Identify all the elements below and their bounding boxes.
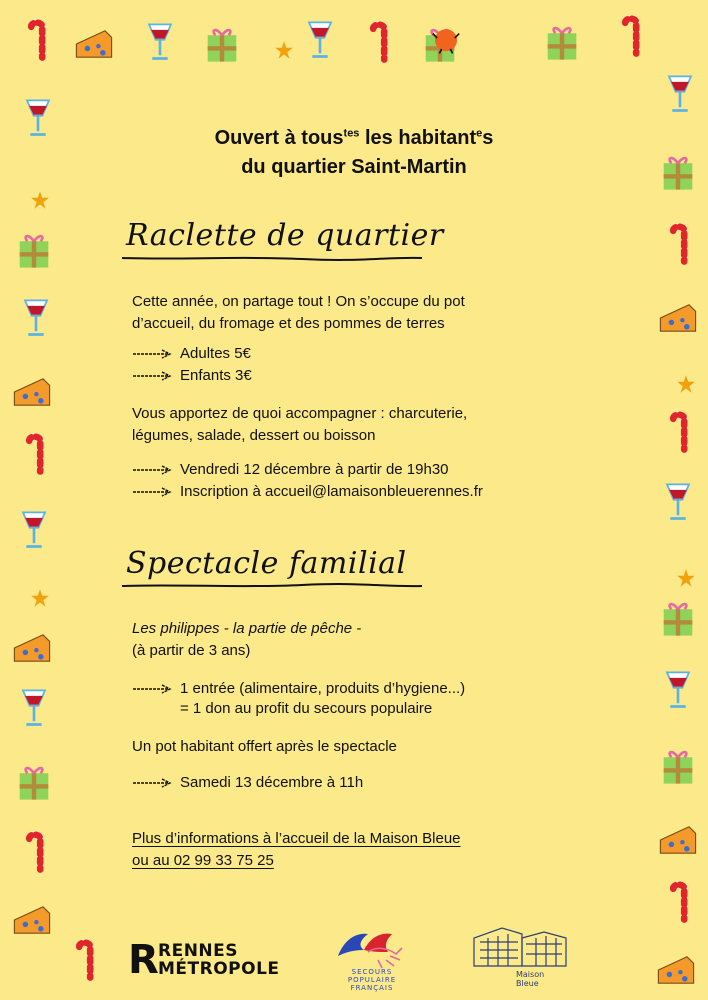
raclette-intro: Cette année, on partage tout ! On s’occupe du pot d’accueil, du fromage et des pommes de terres [132, 293, 465, 332]
cheese-icon [656, 818, 700, 862]
maison-text: Maison Bleue [516, 970, 545, 988]
wine-glass-icon [14, 296, 58, 340]
wine-glass-icon [656, 480, 700, 524]
maison-bleue-logo [470, 924, 570, 992]
cheese-icon [10, 626, 54, 670]
candy-cane-icon [18, 18, 62, 62]
gift-icon [656, 744, 700, 788]
rennes-r-mark: R [128, 937, 159, 983]
maison-building-icon [470, 924, 570, 968]
heading-line-1: Ouvert à tous$^{tes}$ les habitant$^e$s [214, 127, 494, 149]
cheese-icon [72, 22, 116, 66]
page-heading [0, 124, 708, 182]
wine-glass-icon [298, 18, 342, 62]
arrow-icon [132, 371, 172, 381]
show-pot: Un pot habitant offert après le spectacle [132, 738, 397, 755]
title-underline-icon [122, 255, 422, 261]
footer-info: Plus d’informations à l’accueil de la Maison Bleue ou au 02 99 33 75 25 [132, 830, 461, 869]
gift-icon [12, 760, 56, 804]
rennes-metropole-logo [128, 937, 298, 983]
arrow-icon [132, 349, 172, 359]
cheese-icon [656, 296, 700, 340]
gift-icon [540, 20, 584, 64]
cheese-icon [654, 948, 698, 992]
price-adults-row: Adultes 5€ [132, 343, 251, 365]
candy-cane-icon [16, 432, 60, 476]
wine-glass-icon [658, 72, 702, 116]
arrow-icon [132, 465, 172, 475]
candy-cane-icon [660, 222, 704, 266]
arrow-icon [132, 487, 172, 497]
raclette-signup-row [132, 481, 483, 503]
candy-cane-icon [660, 410, 704, 454]
show-title: Spectacle familial [126, 546, 407, 581]
raclette-bring: Vous apportez de quoi accompagner : charcuterie, légumes, salade, dessert ou boisson [132, 405, 468, 444]
show-date-row: Samedi 13 décembre à 11h [132, 772, 363, 794]
show-entry-row-2: = 1 don au profit du secours populaire [180, 700, 433, 717]
gift-icon [12, 228, 56, 272]
title-underline-icon [122, 583, 422, 589]
show-description: Les philippes - la partie de pêche - (à partir de 3 ans) [132, 620, 362, 659]
orange-character-icon [424, 16, 468, 60]
wine-glass-icon [656, 668, 700, 712]
heading-line-2: du quartier Saint-Martin [241, 156, 467, 178]
signup-email-link[interactable]: Inscription à accueil@lamaisonbleuerennes.fr [180, 483, 483, 500]
cheese-icon [10, 370, 54, 414]
candy-cane-icon [612, 14, 656, 58]
star-icon [18, 576, 62, 620]
wine-glass-icon [12, 686, 56, 730]
candy-cane-icon [66, 938, 110, 982]
show-entry-row: 1 entrée (alimentaire, produits d’hygiene...) [132, 678, 465, 700]
raclette-title: Raclette de quartier [126, 218, 444, 253]
arrow-icon [132, 684, 172, 694]
gift-icon [656, 596, 700, 640]
star-icon [664, 362, 708, 406]
rennes-text: RENNES MÉTROPOLE [158, 941, 280, 979]
star-icon [664, 556, 708, 600]
wine-glass-icon [12, 508, 56, 552]
arrow-icon [132, 778, 172, 788]
secours-text: SECOURS POPULAIRE FRANÇAIS [347, 968, 397, 992]
candy-cane-icon [360, 20, 404, 64]
secours-hand-dove-icon [330, 926, 410, 970]
raclette-date-row: Vendredi 12 décembre à partir de 19h30 [132, 459, 449, 481]
gift-icon [200, 22, 244, 66]
price-children-row: Enfants 3€ [132, 365, 252, 387]
cheese-icon [10, 898, 54, 942]
secours-populaire-logo [330, 926, 410, 992]
star-icon [18, 178, 62, 222]
candy-cane-icon [16, 830, 60, 874]
candy-cane-icon [660, 880, 704, 924]
wine-glass-icon [138, 20, 182, 64]
